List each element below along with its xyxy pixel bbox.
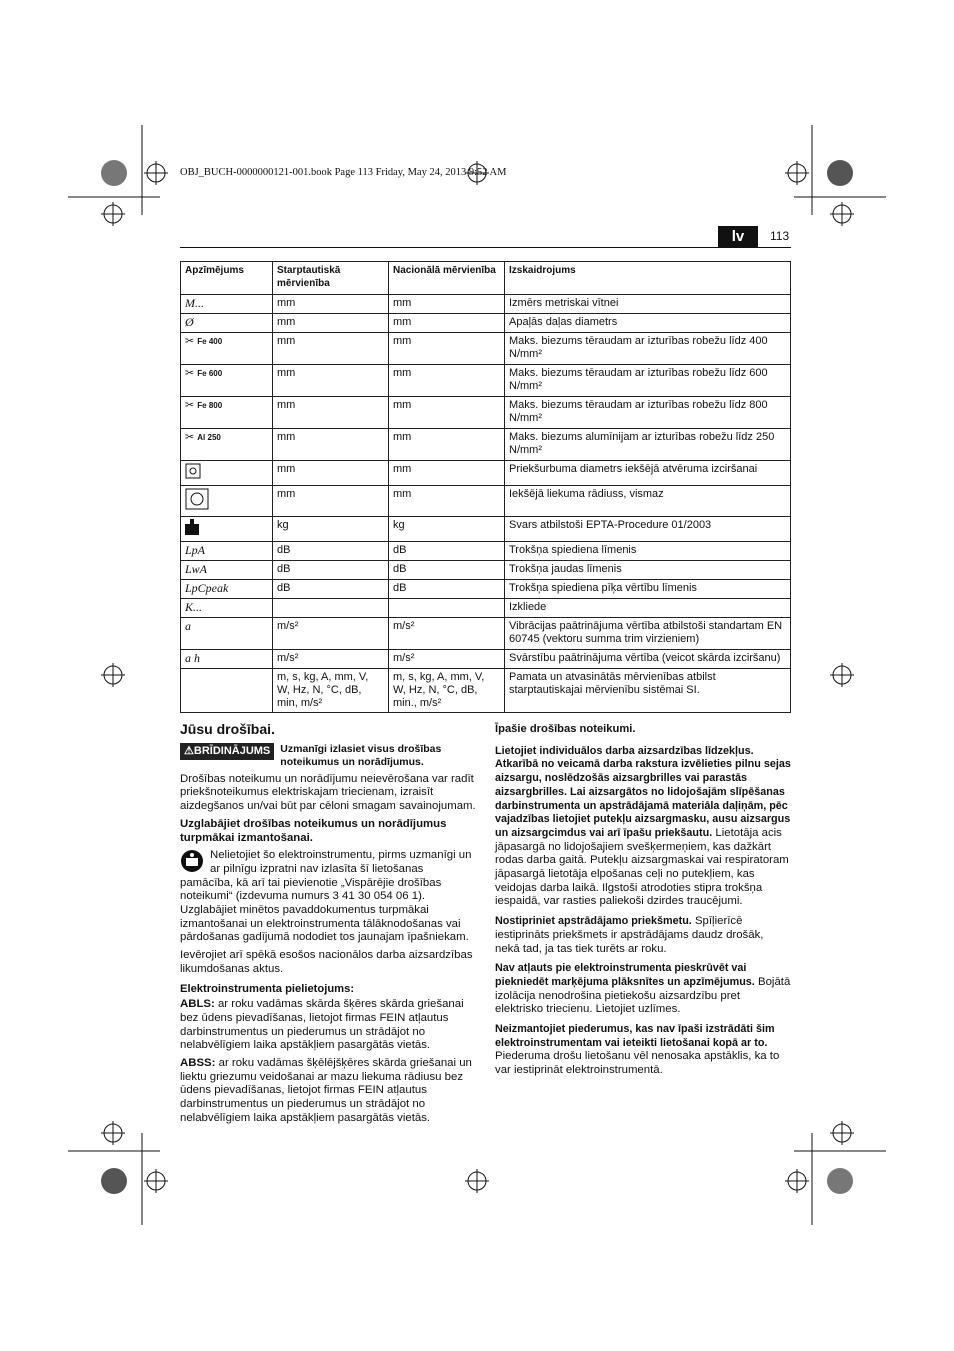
national-unit-cell: m/s² [389, 650, 505, 669]
description-cell: Izkliede [505, 599, 791, 618]
paragraph-bold: Nostipriniet apstrādājamo priekšmetu. [495, 915, 692, 928]
table-row [181, 517, 791, 542]
header-rule [180, 247, 791, 248]
section-title-safety: Jūsu drošībai. [180, 721, 275, 737]
national-unit-cell: m/s² [389, 618, 505, 650]
description-cell: Maks. biezums tēraudam ar izturības robežu līdz 600 N/mm² [505, 365, 791, 397]
paragraph-bold: Neizmantojiet piederumus, kas nav īpaši izstrādāti šim elektroinstrumentam vai ieteikti lietošanai kopā ar to. [495, 1023, 775, 1049]
book-info-line: OBJ_BUCH-0000000121-001.book Page 113 Friday, May 24, 2013 9:52 AM [180, 167, 507, 178]
national-unit-cell: mm [389, 461, 505, 486]
table-row [181, 429, 791, 461]
warning-badge [180, 743, 274, 761]
abss-label: ABSS: [180, 1057, 216, 1070]
national-unit-cell [389, 599, 505, 618]
intl-unit-cell: dB [273, 580, 389, 599]
national-unit-cell: dB [389, 561, 505, 580]
national-unit-cell: mm [389, 314, 505, 333]
description-cell: Trokšņa spiediena līmenis [505, 542, 791, 561]
pre-drill-icon [185, 463, 201, 479]
symbol-cell: K... [181, 599, 273, 618]
paragraph-text: Spīļierīcē iestiprināts priekšmets ir apstrādājams daudz drošāk, nekā tad, ja tas tiek turēts ar roku. [495, 915, 764, 955]
paragraph: Ievērojiet arī spēkā esošos nacionālos darba aizsardzības likumdošanas aktus. [180, 949, 473, 975]
warning-text: Uzmanīgi izlasiet visus drošības noteikumus un norādījumus. [280, 742, 442, 768]
paragraph-bold: Lietojiet individuālos darba aizsardzības līdzekļus. Atkarībā no veicamā darba rakstura izvēlieties pilnu sejas aizsargu, noslēdzošās aizsargbrilles vai parastās aizsargbrilles. Lai aizsargātos no lidojošajām slīpēšanas darbinstrumenta un apstrādājamā materiāla daļiņām, pēc vajadzības lietojiet putekļu aizsargmasku, ausu aizsargus un aizsargcimdus vai arī īpašu priekšautu. [495, 744, 791, 839]
national-unit-cell: mm [389, 365, 505, 397]
national-unit-cell: dB [389, 580, 505, 599]
description-cell: Priekšurbuma diametrs iekšējā atvēruma izciršanai [505, 461, 791, 486]
symbol-cell [181, 429, 273, 461]
paragraph: Drošības noteikumu un norādījumu neievērošana var radīt priekšnoteikumus elektriskajam triecienam, izraisīt aizdegšanos un/vai būt par cēloni smagam savainojumam. [180, 772, 476, 813]
intl-unit-cell: mm [273, 397, 389, 429]
intl-unit-cell: dB [273, 542, 389, 561]
description-cell: Maks. biezums alumīnijam ar izturības robežu līdz 250 N/mm² [505, 429, 791, 461]
paragraph [495, 745, 791, 909]
material-label: Fe 400 [197, 337, 223, 346]
table-row [181, 365, 791, 397]
abls-label: ABLS: [180, 998, 215, 1011]
subheading-usage: Elektroinstrumenta pielietojums: [180, 982, 355, 995]
abss-text: ar roku vadāmas šķēlējšķēres skārda griešanai un liektu griezumu veidošanai ar mazu liekuma rādiusu bez ūdens pievadīšanas, lietojot firmas FEIN atļautus darbinstrumentus un piederumus un strādājot no nelabvēlīgiem laika apstākļiem pasargātās vietās. [180, 1057, 472, 1124]
paragraph [495, 962, 791, 1017]
symbol-cell: a h [181, 650, 273, 669]
description-cell: Maks. biezums tēraudam ar izturības robežu līdz 400 N/mm² [505, 333, 791, 365]
cut-thickness-icon: ✂ [185, 399, 198, 412]
table-row [181, 333, 791, 365]
warning-block [180, 743, 476, 769]
table-row [181, 314, 791, 333]
intl-unit-cell: mm [273, 365, 389, 397]
column-header: Izskaidrojums [505, 262, 791, 295]
description-cell: Izmērs metriskai vītnei [505, 295, 791, 314]
table-row [181, 599, 791, 618]
intl-unit-cell: mm [273, 429, 389, 461]
national-unit-cell: mm [389, 486, 505, 517]
symbol-cell: LpA [181, 542, 273, 561]
paragraph-text: Nelietojiet šo elektroinstrumentu, pirms uzmanīgi un ar pilnīgu izpratni nav izlasīta šī lietošanas pamācība, kā arī tai pievienotie „Vispārējie drošības noteikumi“ (izdevuma numurs 3 41 30 054 06 1). Uzglabājiet minētos pavaddokumentus turpmākai izmantošanai un elektroinstrumenta tālāknodošanas vai pārdošanas gadījumā nododiet tos jaunajam īpašniekam. [180, 849, 472, 944]
symbol-cell [181, 669, 273, 713]
symbol-cell: LwA [181, 561, 273, 580]
symbol-cell [181, 517, 273, 542]
material-label: Fe 800 [197, 401, 223, 410]
paragraph-abls [180, 998, 476, 1053]
symbol-cell [181, 486, 273, 517]
symbol-cell: a [181, 618, 273, 650]
warning-badge-label: BRĪDINĀJUMS [193, 744, 271, 757]
right-column [495, 723, 791, 1082]
symbol-cell: Ø [181, 314, 273, 333]
table-row [181, 650, 791, 669]
intl-unit-cell: mm [273, 333, 389, 365]
intl-unit-cell: mm [273, 295, 389, 314]
table-row [181, 486, 791, 517]
symbol-cell [181, 365, 273, 397]
national-unit-cell: m, s, kg, A, mm, V, W, Hz, N, °C, dB, min., m/s² [389, 669, 505, 713]
paragraph [495, 1023, 791, 1078]
table-row [181, 618, 791, 650]
national-unit-cell: mm [389, 333, 505, 365]
national-unit-cell: mm [389, 397, 505, 429]
description-cell: Trokšņa spiediena pīķa vērtību līmenis [505, 580, 791, 599]
national-unit-cell: mm [389, 429, 505, 461]
bend-radius-icon [185, 488, 209, 510]
weight-icon [185, 519, 199, 535]
intl-unit-cell: m/s² [273, 650, 389, 669]
description-cell: Trokšņa jaudas līmenis [505, 561, 791, 580]
language-badge: lv [718, 226, 758, 247]
description-cell: Pamata un atvasinātās mērvienības atbilst starptautiskajai mērvienību sistēmai SI. [505, 669, 791, 713]
material-label: Fe 600 [197, 369, 223, 378]
description-cell: Iekšējā liekuma rādiuss, vismaz [505, 486, 791, 517]
material-label: Al 250 [197, 433, 221, 442]
paragraph-text: Lietotāja acis jāpasargā no lidojošajiem svešķermeņiem, kas dažkārt rodas darba gaitā. Putekļu aizsargmaskai vai respiratoram jāpasargā lietotāja elpošanas ceļi no putekļiem, kas veidojas darba laikā. Ilgstoši atrodoties stipra trokšņa iespaidā, var rasties paliekoši dzirdes traucējumi. [495, 826, 789, 908]
intl-unit-cell: mm [273, 486, 389, 517]
page-number: 113 [770, 229, 790, 243]
table-header-row [181, 262, 791, 295]
table-row [181, 561, 791, 580]
left-column [180, 723, 476, 1130]
column-header: Starptautiskā mērvienība [273, 262, 389, 295]
table-row [181, 580, 791, 599]
symbol-cell [181, 333, 273, 365]
column-header: Nacionālā mērvienība [389, 262, 505, 295]
section-title-special: Īpašie drošības noteikumi. [495, 723, 636, 735]
paragraph [495, 915, 791, 956]
intl-unit-cell: dB [273, 561, 389, 580]
paragraph-bold: Nav atļauts pie elektroinstrumenta pieskrūvēt vai piekniedēt marķējuma plāksnītes un apzīmējumus. [495, 962, 755, 988]
symbol-cell: LpCpeak [181, 580, 273, 599]
national-unit-cell: mm [389, 295, 505, 314]
national-unit-cell: dB [389, 542, 505, 561]
read-manual-icon [180, 849, 204, 873]
table-row [181, 542, 791, 561]
warning-triangle-icon: ⚠ [184, 744, 194, 757]
intl-unit-cell: mm [273, 461, 389, 486]
cut-thickness-icon: ✂ [185, 335, 198, 348]
paragraph [180, 849, 476, 945]
paragraph-text: Bojātā izolācija nenodrošina pietiekošu aizsardzību pret elektrisko triecienu. Lietojiet uzlīmes. [495, 975, 791, 1016]
national-unit-cell: kg [389, 517, 505, 542]
paragraph-abss [180, 1057, 476, 1126]
description-cell: Svārstību paātrinājuma vērtība (veicot skārda izciršanu) [505, 650, 791, 669]
intl-unit-cell [273, 599, 389, 618]
description-cell: Apaļās daļas diametrs [505, 314, 791, 333]
description-cell: Svars atbilstoši EPTA-Procedure 01/2003 [505, 517, 791, 542]
symbol-cell: M... [181, 295, 273, 314]
description-cell: Maks. biezums tēraudam ar izturības robežu līdz 800 N/mm² [505, 397, 791, 429]
intl-unit-cell: m/s² [273, 618, 389, 650]
intl-unit-cell: mm [273, 314, 389, 333]
abls-text: ar roku vadāmas skārda šķēres skārda griešanai bez ūdens pievadīšanas, lietojot firmas FEIN atļautus darbinstrumentus un piederumus un strādājot no nelabvēlīgiem laika apstākļiem pasargātās vietās. [180, 998, 464, 1052]
units-table [180, 261, 791, 713]
table-row [181, 295, 791, 314]
symbol-cell [181, 397, 273, 429]
intl-unit-cell: kg [273, 517, 389, 542]
cut-thickness-icon: ✂ [185, 431, 198, 444]
column-header: Apzīmējums [181, 262, 273, 295]
table-row [181, 461, 791, 486]
table-row [181, 397, 791, 429]
description-cell: Vibrācijas paātrinājuma vērtība atbilstoši standartam EN 60745 (vektoru summa trim virzieniem) [505, 618, 791, 650]
symbol-cell [181, 461, 273, 486]
intl-unit-cell: m, s, kg, A, mm, V, W, Hz, N, °C, dB, min, m/s² [273, 669, 389, 713]
table-row [181, 669, 791, 713]
paragraph-text: Piederuma drošu lietošanu vēl nenosaka apstāklis, ka to var iestiprināt elektroinstrumentā. [495, 1050, 780, 1077]
cut-thickness-icon: ✂ [185, 367, 198, 380]
paragraph-bold: Uzglabājiet drošības noteikumus un norādījumus turpmākai izmantošanai. [180, 817, 447, 844]
